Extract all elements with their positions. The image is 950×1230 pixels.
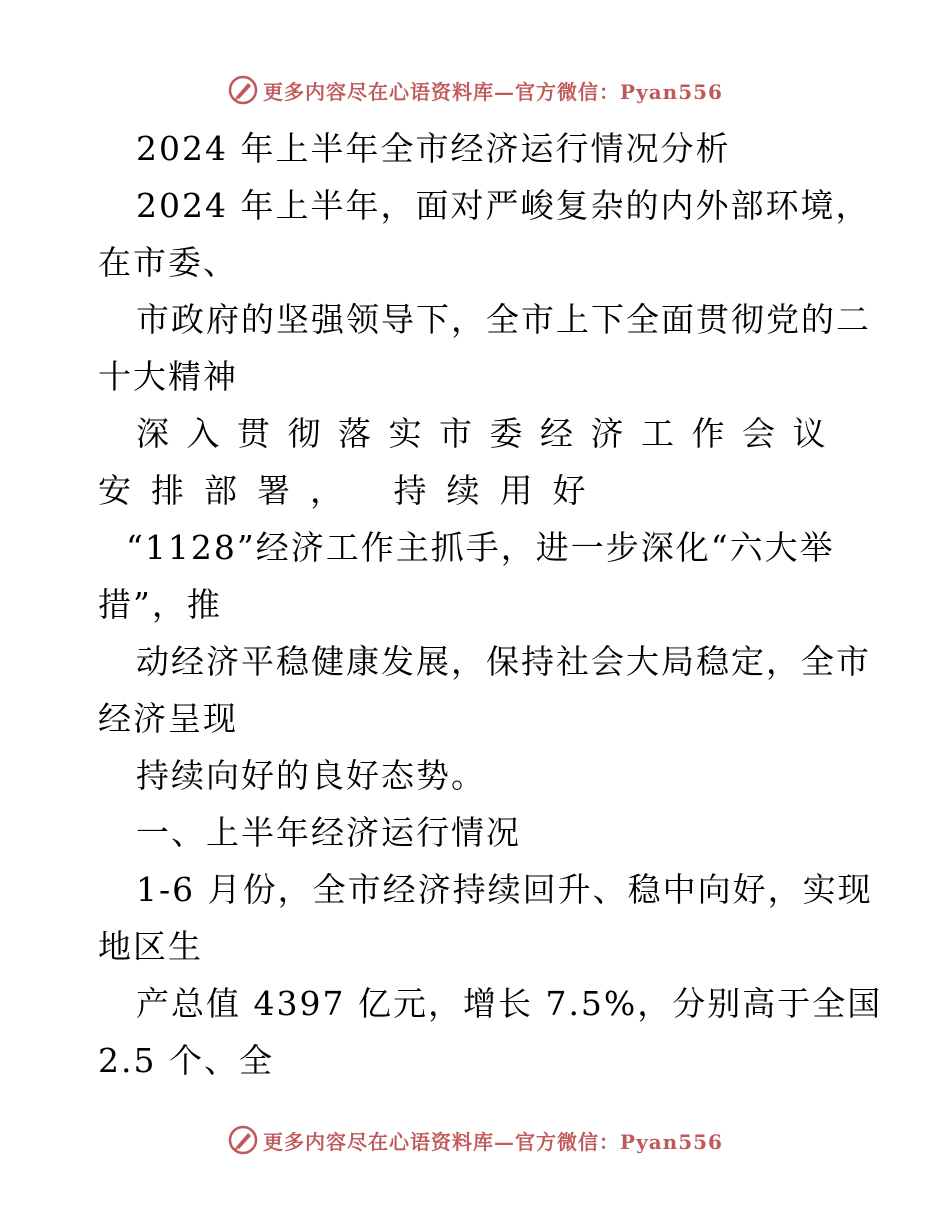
paragraph-line: 十大精神 [98, 357, 238, 396]
paragraph-line: 在市委、 [98, 243, 238, 282]
header-watermark [0, 70, 950, 110]
paragraph-line: 动经济平稳健康发展，保持社会大局稳定，全市 [136, 642, 871, 681]
paragraph-line: 产总值 4397 亿元，增长 7.5%，分别高于全国 [136, 984, 883, 1023]
paragraph-line: 措”，推 [98, 585, 222, 624]
paragraph-line: 地区生 [98, 927, 203, 966]
watermark-text: 更多内容尽在心语资料库—官方微信：Pyan556 [263, 1129, 723, 1154]
paragraph-line: 深入贯彻落实市委经济工作会议 [136, 414, 843, 453]
paragraph-line: “1128”经济工作主抓手，进一步深化“六大举 [126, 528, 835, 567]
footer-watermark [0, 1120, 950, 1160]
paragraph-line: 1-6 月份，全市经济持续回升、稳中向好，实现 [136, 870, 873, 909]
pen-seal-icon [227, 74, 259, 106]
watermark-text: 更多内容尽在心语资料库—官方微信：Pyan556 [263, 79, 723, 104]
paragraph-line: 持续向好的良好态势。 [136, 756, 486, 795]
paragraph-line: 经济呈现 [98, 699, 238, 738]
document-body [98, 120, 883, 1089]
doc-title: 2024 年上半年全市经济运行情况分析 [136, 129, 731, 168]
paragraph-line: 2.5 个、全 [98, 1041, 274, 1080]
pen-seal-icon [227, 1124, 259, 1156]
paragraph-line: 安排部署， 持续用好 [98, 471, 606, 510]
paragraph-line: 2024 年上半年，面对严峻复杂的内外部环境， [136, 186, 871, 225]
section-heading: 一、上半年经济运行情况 [136, 813, 521, 852]
paragraph-line: 市政府的坚强领导下，全市上下全面贯彻党的二 [136, 300, 871, 339]
